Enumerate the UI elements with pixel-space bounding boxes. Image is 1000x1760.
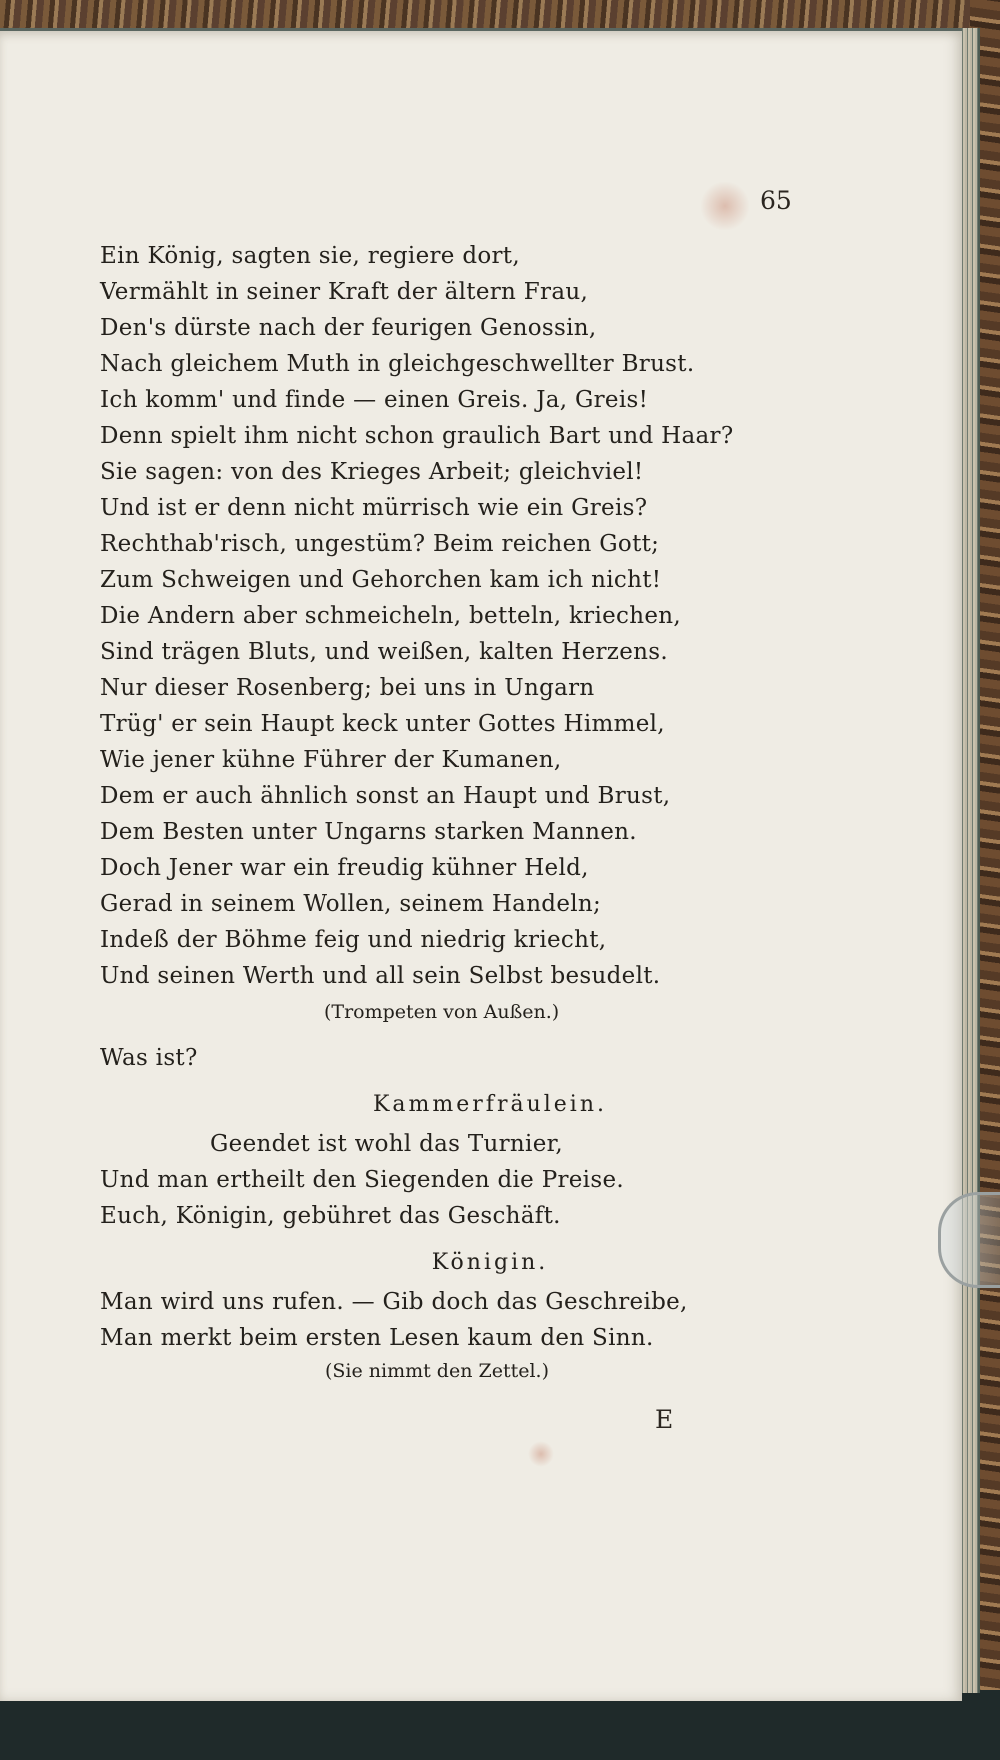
verse-line: Ich komm' und finde — einen Greis. Ja, Greis! [100,387,649,413]
metal-clasp [938,1192,1000,1288]
verse-line: Trüg' er sein Haupt keck unter Gottes Himmel, [100,711,665,737]
page-number: 65 [760,186,792,215]
verse-line: Den's dürste nach der feurigen Genossin, [100,315,597,341]
verse-line: Dem Besten unter Ungarns starken Mannen. [100,819,637,845]
verse-line: Doch Jener war ein freudig kühner Held, [100,855,589,881]
verse-line: Wie jener kühne Führer der Kumanen, [100,747,562,773]
verse-line: Und man ertheilt den Siegenden die Preise. [100,1167,624,1193]
verse-line: Dem er auch ähnlich sonst an Haupt und Brust, [100,783,671,809]
verse-line: Sind trägen Bluts, und weißen, kalten Herzens. [100,639,668,665]
verse-line: Indeß der Böhme feig und niedrig kriecht, [100,927,607,953]
speaker-name: Königin. [431,1250,549,1275]
paper-stain [700,181,750,231]
verse-line: Zum Schweigen und Gehorchen kam ich nicht! [100,567,662,593]
page-edges [960,28,980,1693]
speaker-name: Kammerfräulein. [372,1092,607,1117]
stage-direction: (Trompeten von Außen.) [324,1001,560,1023]
verse-line: Rechthab'risch, ungestüm? Beim reichen Gott; [100,531,660,557]
verse-line: Geendet ist wohl das Turnier, [210,1131,563,1157]
verse-line: Und ist er denn nicht mürrisch wie ein Greis? [100,495,648,521]
verse-line: Denn spielt ihm nicht schon graulich Bart und Haar? [100,423,734,449]
verse-line: Und seinen Werth und all sein Selbst besudelt. [100,963,661,989]
paper-stain [528,1441,554,1467]
verse-line: Man wird uns rufen. — Gib doch das Geschreibe, [100,1289,688,1315]
verse-line: Vermählt in seiner Kraft der ältern Frau, [100,279,589,305]
verse-line: Ein König, sagten sie, regiere dort, [100,243,520,269]
verse-line: Man merkt beim ersten Lesen kaum den Sinn. [100,1325,654,1351]
stage-direction: (Sie nimmt den Zettel.) [325,1360,549,1382]
page-text [100,238,860,1386]
verse-line: Nur dieser Rosenberg; bei uns in Ungarn [100,675,595,701]
catchword: E [655,1405,674,1434]
verse-line: Nach gleichem Muth in gleichgeschwellter Brust. [100,351,695,377]
verse-line: Die Andern aber schmeicheln, betteln, kriechen, [100,603,681,629]
verse-line: Euch, Königin, gebühret das Geschäft. [100,1203,561,1229]
verse-line: Was ist? [100,1045,198,1071]
verse-line: Sie sagen: von des Krieges Arbeit; gleichviel! [100,459,644,485]
verse-line: Gerad in seinem Wollen, seinem Handeln; [100,891,602,917]
